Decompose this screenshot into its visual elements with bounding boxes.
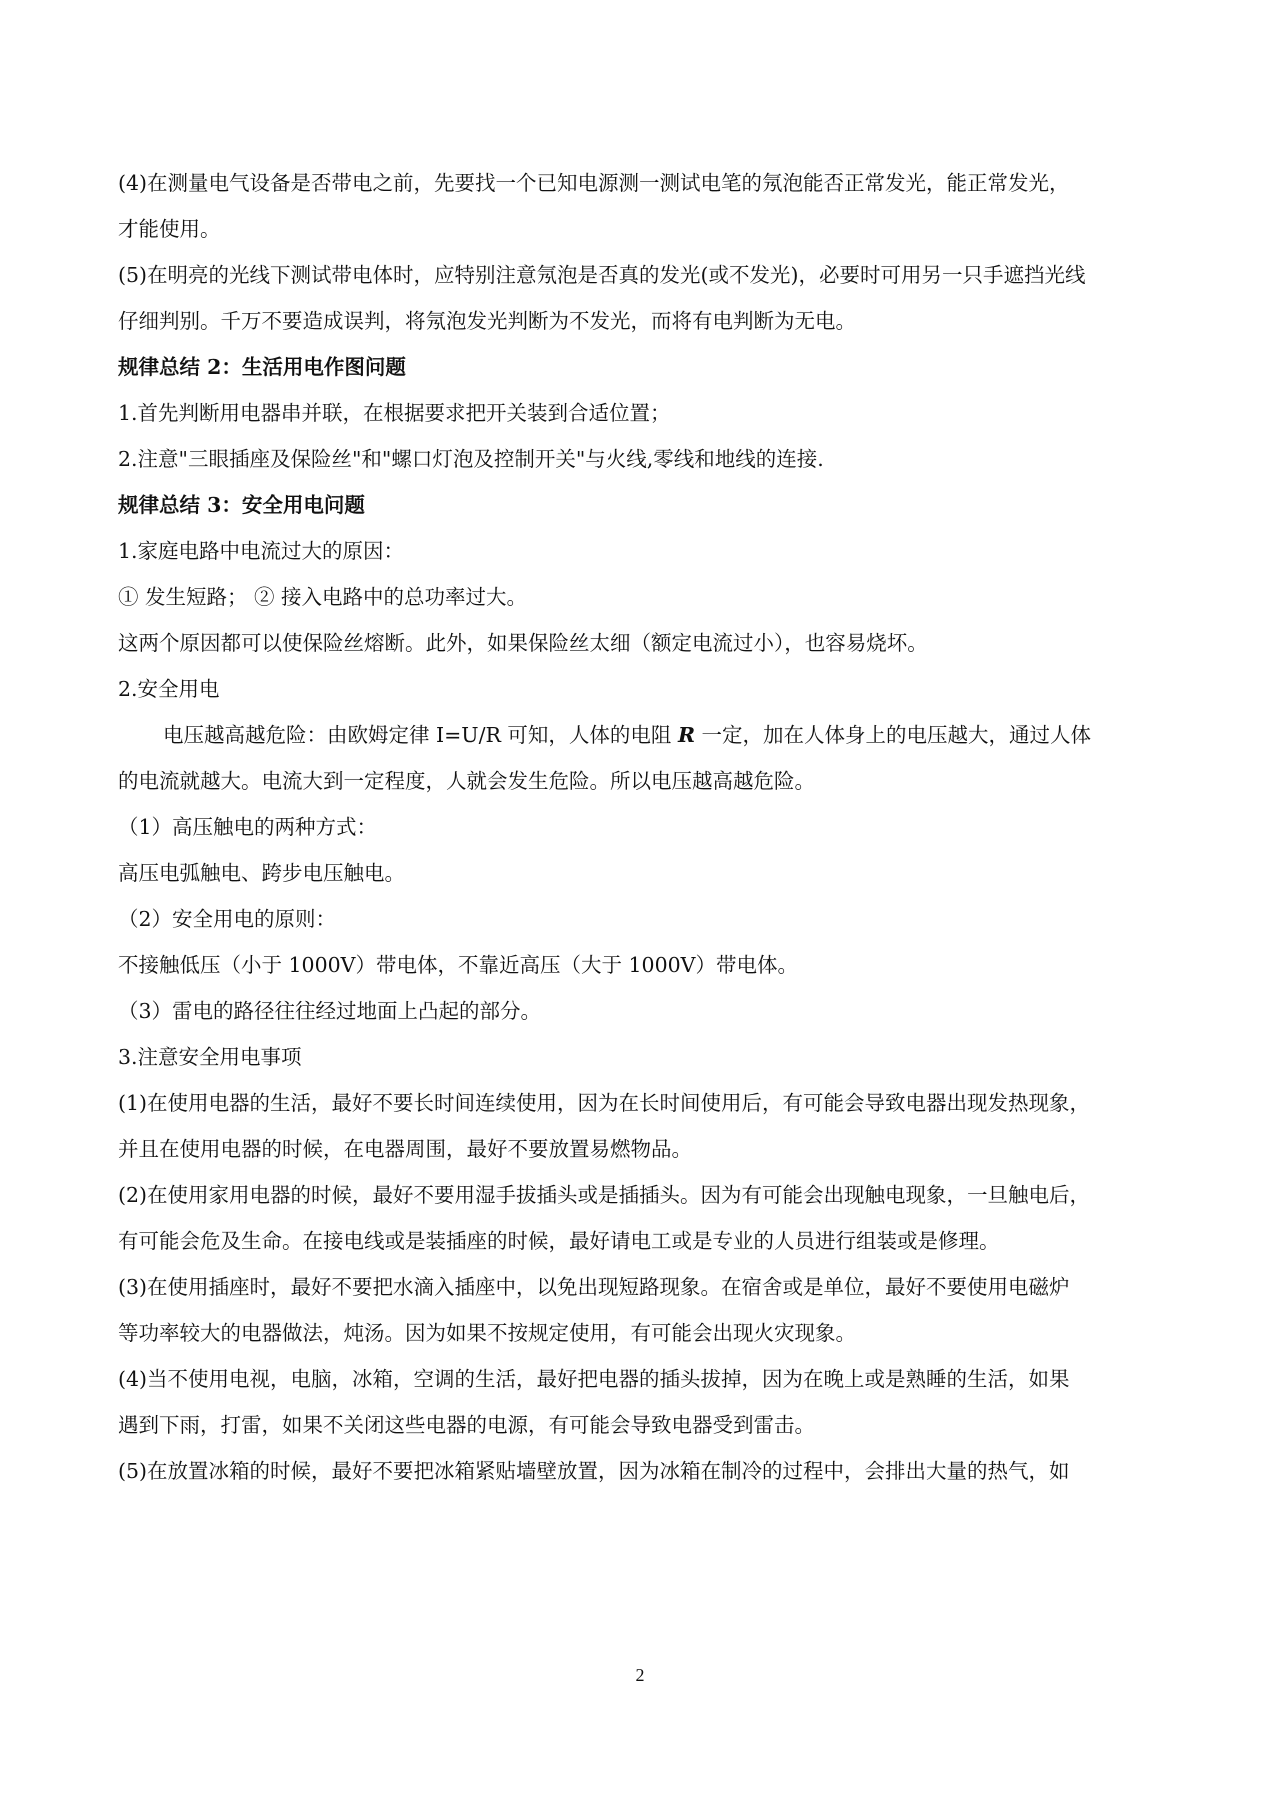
text-line: 2.安全用电: [118, 677, 220, 701]
text-line: (5)在放置冰箱的时候，最好不要把冰箱紧贴墙壁放置，因为冰箱在制冷的过程中，会排出大量的热气，如: [118, 1459, 1070, 1483]
text-line: 遇到下雨，打雷，如果不关闭这些电器的电源，有可能会导致电器受到雷击。: [118, 1413, 815, 1437]
text-line: （2）安全用电的原则：: [118, 907, 337, 931]
text-line: (1)在使用电器的生活，最好不要长时间连续使用，因为在长时间使用后，有可能会导致电器出现发热现象，: [118, 1091, 1091, 1115]
section-heading-3: 规律总结 3：安全用电问题: [118, 493, 365, 517]
text-line: 高压电弧触电、跨步电压触电。: [118, 861, 405, 885]
resistance-symbol: R: [677, 723, 695, 747]
text-line: 1.家庭电路中电流过大的原因：: [118, 539, 405, 563]
text-line: 并且在使用电器的时候，在电器周围，最好不要放置易燃物品。: [118, 1137, 692, 1161]
text-line: 等功率较大的电器做法，炖汤。因为如果不按规定使用，有可能会出现火灾现象。: [118, 1321, 856, 1345]
text-line: (2)在使用家用电器的时候，最好不要用湿手拔插头或是插插头。因为有可能会出现触电现象，一旦触电后，: [118, 1183, 1091, 1207]
section-heading-2: 规律总结 2：生活用电作图问题: [118, 355, 406, 379]
text-line: 不接触低压（小于 1000V）带电体，不靠近高压（大于 1000V）带电体。: [118, 953, 798, 977]
text-line: （1）高压触电的两种方式：: [118, 815, 378, 839]
page-content: [118, 160, 1168, 1494]
page-number: 2: [635, 1665, 645, 1685]
text-line: (4)当不使用电视，电脑，冰箱，空调的生活，最好把电器的插头拔掉，因为在晚上或是熟睡的生活，如果: [118, 1367, 1070, 1391]
text-line: 的电流就越大。电流大到一定程度，人就会发生危险。所以电压越高越危险。: [118, 769, 815, 793]
text-line: 仔细判别。千万不要造成误判，将氖泡发光判断为不发光，而将有电判断为无电。: [118, 309, 856, 333]
text-line: 1.首先判断用电器串并联，在根据要求把开关装到合适位置；: [118, 401, 671, 425]
text-line: 3.注意安全用电事项: [118, 1045, 302, 1069]
text-line: 2.注意"三眼插座及保险丝"和"螺口灯泡及控制开关"与火线,零线和地线的连接.: [118, 447, 824, 471]
text-line: （3）雷电的路径往往经过地面上凸起的部分。: [118, 999, 542, 1023]
text-line: ① 发生短路； ② 接入电路中的总功率过大。: [118, 585, 528, 609]
text-line: 这两个原因都可以使保险丝熔断。此外，如果保险丝太细（额定电流过小），也容易烧坏。: [118, 631, 928, 655]
text-line: 才能使用。: [118, 217, 221, 241]
text-line: 有可能会危及生命。在接电线或是装插座的时候，最好请电工或是专业的人员进行组装或是修理。: [118, 1229, 1000, 1253]
text-line-ohm-law: [118, 712, 1168, 758]
text-line: (4)在测量电气设备是否带电之前，先要找一个已知电源测一测试电笔的氖泡能否正常发光，能正常发光，: [118, 171, 1070, 195]
text-fragment: 电压越高越危险：由欧姆定律 I=U/R 可知，人体的电阻: [163, 723, 678, 747]
text-line: (3)在使用插座时，最好不要把水滴入插座中，以免出现短路现象。在宿舍或是单位，最好不要使用电磁炉: [118, 1275, 1070, 1299]
text-fragment: 一定，加在人体身上的电压越大，通过人体: [695, 723, 1092, 747]
text-line: (5)在明亮的光线下测试带电体时，应特别注意氖泡是否真的发光(或不发光)，必要时可用另一只手遮挡光线: [118, 263, 1086, 287]
